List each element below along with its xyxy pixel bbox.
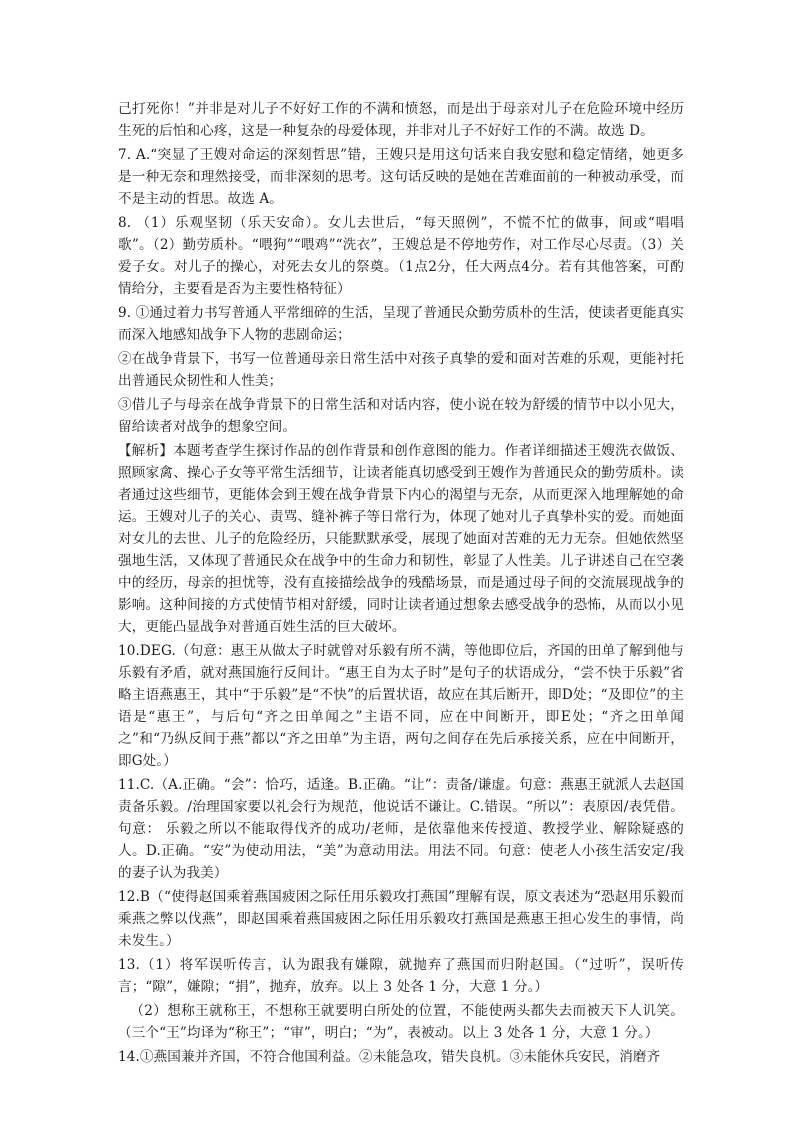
answer-9-point-2: ②在战争背景下，书写一位普通母亲日常生活中对孩子真挚的爱和面对苦难的乐观，更能衬托出普通民众韧性和人性美；: [118, 351, 684, 389]
answer-13-part-2: （2）想称王就称王，不想称王就要明白所处的位置，不能使两头都失去而被天下人讥笑。（三个“王”均译为“称王”；“审”，明白；“为”，表被动。以上 3 处各 1 分，大意 1 分。）: [118, 1003, 684, 1041]
answer-9-analysis: 【解析】本题考查学生探讨作品的创作背景和创作意图的能力。作者详细描述王嫂洗衣做饭、照顾家禽、操心子女等平常生活细节，让读者能真切感受到王嫂作为普通民众的勤劳质朴。读者通过这些细节，更能体会到王嫂在战争背景下内心的渴望与无奈，从而更深入地理解她的命运。王嫂对儿子的关心、责骂、缝补裤子等日常行为，体现了她对儿子真挚朴实的爱。而她面对女儿的去世、儿子的危险经历，只能默默承受，展现了她面对苦难的无力无奈。但她依然坚强地生活，又体现了普通民众在战争中的生命力和韧性，彰显了人性美。儿子讲述自己在空袭中的经历，母亲的担忧等，没有直接描绘战争的残酷场景，而是通过母子间的交流展现战争的影响。这种间接的方式使情节相对舒缓，同时让读者通过想象去感受战争的恐怖，从而以小见大，更能凸显战争对普通百姓生活的巨大破坏。: [118, 443, 684, 635]
answer-14: 14.①燕国兼并齐国，不符合他国利益。②未能急攻，错失良机。③未能休兵安民，消磨齐: [118, 1049, 661, 1065]
answer-8: 8. （1）乐观坚韧（乐天安命）。女儿去世后，“每天照例”，不慌不忙的做事，间或“唱唱歌”。（2）勤劳质朴。“喂狗”“喂鸡”“洗衣”，王嫂总是不停地劳作，对工作尽心尽责。（3）关爱子女。对儿子的操心，对死去女儿的祭奠。（1点2分，任大两点4分。若有其他答案，可酌情给分，主要看是否为主要性格特征）: [118, 215, 684, 297]
document-page: [118, 98, 684, 1068]
answer-12: 12.B（“使得赵国乘着燕国疲困之际任用乐毅攻打燕国”理解有误，原文表述为“恐赵用乐毅而乘燕之弊以伐燕”，即赵国乘着燕国疲困之际任用乐毅攻打燕国是燕惠王担心发生的事情，尚未发生。）: [118, 889, 684, 949]
answer-10: 10.DEG.（句意：惠王从做太子时就曾对乐毅有所不满，等他即位后，齐国的田单了解到他与乐毅有矛盾，就对燕国施行反间计。“惠王自为太子时”是句子的状语成分，“尝不快于乐毅”省略主语燕惠王，其中“于乐毅”是“不快”的后置状语，故应在其后断开，即D处；“及即位”的主语是“惠王”，与后句“齐之田单闻之”主语不同，应在中间断开，即E处；“齐之田单闻之”和“乃纵反间于燕”都以“齐之田单”为主语，两句之间存在先后承接关系，应在中间断开，即G处。）: [118, 643, 684, 769]
answer-9-point-3: ③借儿子与母亲在战争背景下的日常生活和对话内容，使小说在较为舒缓的情节中以小见大，留给读者对战争的想象空间。: [118, 397, 684, 435]
answer-13-part-1: 13.（1）将军误听传言，认为跟我有嫌隙，就抛弃了燕国而归附赵国。（“过听”，误听传言；“隙”，嫌隙；“捐”，抛弃，放弃。以上 3 处各 1 分，大意 1 分。）: [118, 957, 684, 995]
answer-9-point-1: 9. ①通过着力书写普通人平常细碎的生活，呈现了普通民众勤劳质朴的生活，使读者更能真实而深入地感知战争下人物的悲剧命运；: [118, 305, 684, 343]
answer-6-continued: 己打死你！”并非是对儿子不好好工作的不满和愤怒，而是出于母亲对儿子在危险环境中经历生死的后怕和心疼，这是一种复杂的母爱体现，并非对儿子不好好工作的不满。故选 D。: [118, 101, 684, 139]
answer-7: 7. A.“突显了王嫂对命运的深刻哲思”错，王嫂只是用这句话来自我安慰和稳定情绪，她更多是一种无奈和理然接受，而非深刻的思考。这句话反映的是她在苦难面前的一种被动承受，而不是主动的哲思。故选 A。: [118, 147, 684, 207]
answer-11: 11.C.（A.正确。“会”：恰巧，适逢。B.正确。“让”：责备/谦虚。句意：燕惠王就派人去赵国责备乐毅。/治理国家要以礼会行为规范，他说话不谦让。C.错误。“所以”：表原因/表凭借。句意： 乐毅之所以不能取得伐齐的成功/老师，是依靠他来传授道、教授学业、解除疑惑的人。D.正确。“安”为使动用法，“美”为意动用法。用法不同。句意：使老人小孩生活安定/我的妻子认为我美）: [118, 777, 684, 881]
